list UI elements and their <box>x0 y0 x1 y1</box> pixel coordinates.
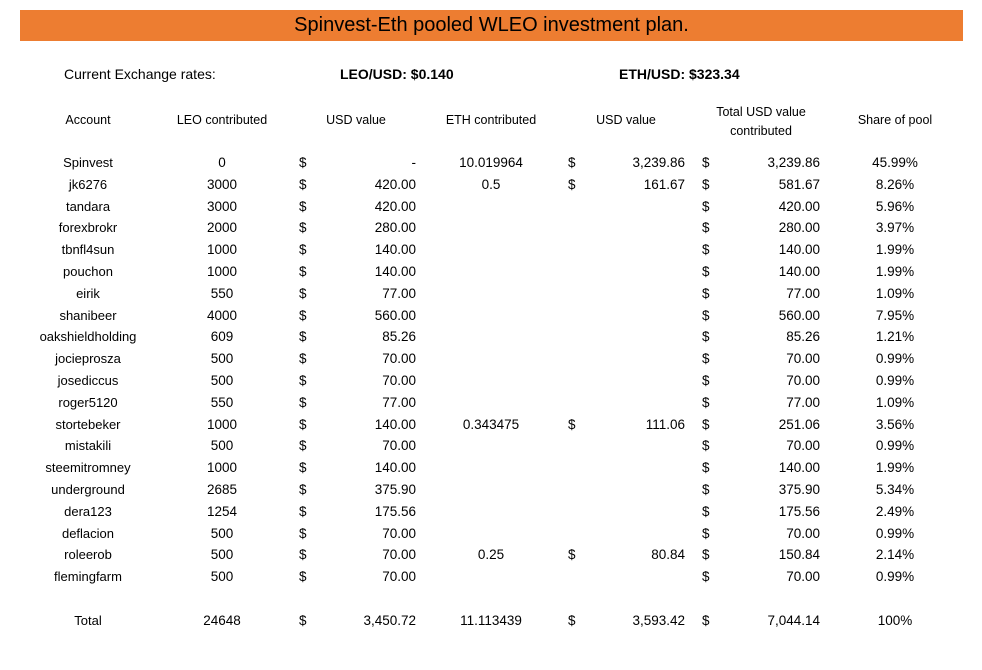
leo-contributed-cell: 1000 <box>206 460 238 476</box>
header-share-of-pool: Share of pool <box>857 113 933 127</box>
dollar-sign: $ <box>299 242 307 258</box>
table-row <box>0 479 982 501</box>
share-of-pool-cell: 1.99% <box>875 242 915 258</box>
eth-contributed-cell <box>440 392 542 414</box>
usd-value-leo-cell: 77.00 <box>382 394 416 410</box>
dollar-sign: $ <box>702 613 710 628</box>
page-title: Spinvest-Eth pooled WLEO investment plan. <box>294 14 689 36</box>
share-of-pool-cell: 1.99% <box>875 264 915 279</box>
dollar-sign: $ <box>702 547 710 563</box>
dollar-sign: $ <box>702 198 710 214</box>
dollar-sign: $ <box>568 613 576 628</box>
account-cell: flemingfarm <box>54 569 122 585</box>
account-cell: forexbrokr <box>58 220 118 236</box>
leo-contributed-cell: 1000 <box>206 264 238 279</box>
usd-value-eth-cell <box>585 392 685 414</box>
leo-contributed-cell: 3000 <box>206 198 238 214</box>
usd-value-eth-cell <box>585 457 685 479</box>
total-usd-cell: 70.00 <box>786 525 820 541</box>
total-usd-cell: 3,239.86 <box>767 155 820 170</box>
header-total-line1: Total USD value <box>716 105 806 119</box>
account-cell: dera123 <box>64 503 112 519</box>
usd-value-eth-cell <box>585 326 685 348</box>
eth-contributed-cell: 0.25 <box>477 547 505 563</box>
usd-value-leo-cell: 70.00 <box>382 438 416 454</box>
table-row <box>0 523 982 545</box>
usd-value-eth-cell <box>585 435 685 457</box>
usd-value-leo-cell: 3,450.72 <box>363 613 416 628</box>
share-of-pool-cell: 5.34% <box>875 482 915 497</box>
eth-contributed-cell: 0.343475 <box>462 416 520 432</box>
table-row <box>0 435 982 457</box>
leo-contributed-cell: 3000 <box>206 176 238 192</box>
usd-value-eth-cell <box>585 348 685 370</box>
dollar-sign: $ <box>702 264 710 279</box>
usd-value-eth-cell <box>585 239 685 261</box>
usd-value-leo-cell: 420.00 <box>374 198 416 214</box>
account-cell: jocieprosza <box>55 351 121 367</box>
total-usd-cell: 77.00 <box>786 285 820 301</box>
usd-value-leo-cell: 420.00 <box>374 176 416 192</box>
usd-value-leo-cell: 140.00 <box>374 460 416 476</box>
eth-contributed-cell <box>440 435 542 457</box>
eth-contributed-cell <box>440 348 542 370</box>
dollar-sign: $ <box>299 198 307 214</box>
usd-value-leo-cell: 70.00 <box>382 373 416 388</box>
usd-value-eth-cell: 3,593.42 <box>632 613 685 628</box>
account-cell: shanibeer <box>59 307 117 323</box>
dollar-sign: $ <box>702 416 710 432</box>
share-of-pool-cell: 100% <box>877 613 913 628</box>
eth-contributed-cell: 11.113439 <box>460 613 522 628</box>
share-of-pool-cell: 3.97% <box>875 220 915 236</box>
leo-contributed-cell: 24648 <box>203 613 241 628</box>
usd-value-leo-cell: 70.00 <box>382 525 416 541</box>
usd-value-eth-cell <box>585 501 685 523</box>
header-total-usd <box>695 103 827 141</box>
share-of-pool-cell: 7.95% <box>875 307 915 323</box>
total-usd-cell: 251.06 <box>778 416 820 432</box>
share-of-pool-cell: 0.99% <box>875 525 915 541</box>
share-of-pool-cell: 0.99% <box>875 438 915 454</box>
dollar-sign: $ <box>299 176 307 192</box>
table-row <box>0 501 982 523</box>
dollar-sign: $ <box>299 307 307 323</box>
usd-value-leo-cell: 70.00 <box>382 351 416 367</box>
dollar-sign: $ <box>299 525 307 541</box>
dollar-sign: $ <box>299 547 307 563</box>
leo-contributed-cell: 2685 <box>206 482 238 497</box>
account-cell: steemitromney <box>45 460 131 476</box>
eth-contributed-cell: 10.019964 <box>459 155 523 170</box>
eth-contributed-cell <box>440 501 542 523</box>
table-row <box>0 457 982 479</box>
usd-value-eth-cell: 3,239.86 <box>632 155 685 170</box>
table-row <box>0 414 982 436</box>
dollar-sign: $ <box>702 351 710 367</box>
share-of-pool-cell: 1.21% <box>875 329 915 345</box>
usd-value-eth-cell <box>585 479 685 501</box>
account-cell: eirik <box>76 285 100 301</box>
dollar-sign: $ <box>702 329 710 345</box>
account-cell: tbnfl4sun <box>61 242 115 258</box>
table-row <box>0 152 982 174</box>
dollar-sign: $ <box>702 220 710 236</box>
share-of-pool-cell: 1.09% <box>875 394 915 410</box>
usd-value-eth-cell: 111.06 <box>645 416 685 432</box>
dollar-sign: $ <box>702 242 710 258</box>
account-cell: tandara <box>65 198 111 214</box>
dollar-sign: $ <box>299 416 307 432</box>
leo-contributed-cell: 0 <box>218 155 226 170</box>
eth-usd-rate: ETH/USD: $323.34 <box>619 66 740 82</box>
total-usd-cell: 375.90 <box>778 482 820 497</box>
dollar-sign: $ <box>702 438 710 454</box>
leo-contributed-cell: 500 <box>210 438 234 454</box>
table-row <box>0 217 982 239</box>
leo-contributed-cell: 1000 <box>206 416 238 432</box>
leo-contributed-cell: 500 <box>210 373 234 388</box>
usd-value-eth-cell <box>585 261 685 283</box>
account-cell: deflacion <box>61 525 115 541</box>
total-usd-cell: 70.00 <box>786 569 820 585</box>
usd-value-leo-cell: 140.00 <box>374 242 416 258</box>
dollar-sign: $ <box>299 329 307 345</box>
header-total-line2: contributed <box>730 124 792 138</box>
share-of-pool-cell: 3.56% <box>875 416 915 432</box>
dollar-sign: $ <box>299 285 307 301</box>
usd-value-leo-cell: 280.00 <box>374 220 416 236</box>
share-of-pool-cell: 2.14% <box>875 547 915 563</box>
eth-contributed-cell <box>440 239 542 261</box>
table-row <box>0 196 982 218</box>
dollar-sign: $ <box>568 547 576 563</box>
total-usd-cell: 150.84 <box>778 547 820 563</box>
account-cell: jk6276 <box>68 176 108 192</box>
usd-value-eth-cell <box>585 196 685 218</box>
dollar-sign: $ <box>299 503 307 519</box>
share-of-pool-cell: 0.99% <box>875 351 915 367</box>
table-row <box>0 348 982 370</box>
eth-contributed-cell <box>440 283 542 305</box>
total-usd-cell: 77.00 <box>786 394 820 410</box>
dollar-sign: $ <box>568 416 576 432</box>
usd-value-leo-cell: - <box>411 155 416 170</box>
total-usd-cell: 420.00 <box>778 198 820 214</box>
table-row <box>0 283 982 305</box>
eth-contributed-cell <box>440 479 542 501</box>
total-usd-cell: 581.67 <box>778 176 820 192</box>
share-of-pool-cell: 1.99% <box>875 460 915 476</box>
leo-contributed-cell: 609 <box>210 329 234 345</box>
leo-usd-rate: LEO/USD: $0.140 <box>340 66 454 82</box>
table-row <box>0 261 982 283</box>
account-cell: Total <box>74 613 102 628</box>
dollar-sign: $ <box>299 155 307 170</box>
usd-value-eth-cell: 161.67 <box>643 176 685 192</box>
account-cell: pouchon <box>63 264 113 279</box>
share-of-pool-cell: 45.99% <box>872 155 918 170</box>
dollar-sign: $ <box>702 373 710 388</box>
account-cell: stortebeker <box>55 416 121 432</box>
eth-contributed-cell <box>440 370 542 392</box>
dollar-sign: $ <box>702 460 710 476</box>
account-cell: mistakili <box>64 438 112 454</box>
share-of-pool-cell: 5.96% <box>875 198 915 214</box>
leo-contributed-cell: 550 <box>210 285 234 301</box>
eth-contributed-cell <box>440 217 542 239</box>
total-usd-cell: 70.00 <box>786 373 820 388</box>
share-of-pool-cell: 8.26% <box>875 176 915 192</box>
usd-value-eth-cell <box>585 283 685 305</box>
total-usd-cell: 70.00 <box>786 438 820 454</box>
usd-value-leo-cell: 70.00 <box>382 547 416 563</box>
leo-contributed-cell: 1000 <box>206 242 238 258</box>
total-usd-cell: 560.00 <box>778 307 820 323</box>
eth-contributed-cell <box>440 305 542 327</box>
usd-value-eth-cell <box>585 523 685 545</box>
dollar-sign: $ <box>299 460 307 476</box>
leo-contributed-cell: 500 <box>210 547 234 563</box>
usd-value-eth-cell <box>585 370 685 392</box>
exchange-rates-label: Current Exchange rates: <box>64 66 216 82</box>
dollar-sign: $ <box>702 285 710 301</box>
dollar-sign: $ <box>299 569 307 585</box>
dollar-sign: $ <box>299 482 307 497</box>
table-row <box>0 326 982 348</box>
total-usd-cell: 7,044.14 <box>767 613 820 628</box>
dollar-sign: $ <box>702 394 710 410</box>
dollar-sign: $ <box>702 569 710 585</box>
title-banner <box>20 10 963 41</box>
account-cell: Spinvest <box>63 155 113 170</box>
dollar-sign: $ <box>299 351 307 367</box>
account-cell: oakshieldholding <box>39 329 137 345</box>
total-usd-cell: 140.00 <box>778 242 820 258</box>
dollar-sign: $ <box>702 503 710 519</box>
dollar-sign: $ <box>702 525 710 541</box>
usd-value-leo-cell: 560.00 <box>374 307 416 323</box>
usd-value-eth-cell <box>585 305 685 327</box>
eth-contributed-cell <box>440 523 542 545</box>
eth-contributed-cell <box>440 326 542 348</box>
share-of-pool-cell: 2.49% <box>875 503 915 519</box>
header-eth-contributed: ETH contributed <box>445 113 537 127</box>
total-usd-cell: 140.00 <box>778 264 820 279</box>
dollar-sign: $ <box>702 176 710 192</box>
eth-contributed-cell <box>440 196 542 218</box>
leo-contributed-cell: 4000 <box>206 307 238 323</box>
dollar-sign: $ <box>702 155 710 170</box>
dollar-sign: $ <box>568 176 576 192</box>
table-row <box>0 392 982 414</box>
dollar-sign: $ <box>299 220 307 236</box>
dollar-sign: $ <box>299 438 307 454</box>
usd-value-leo-cell: 175.56 <box>374 503 416 519</box>
table-row <box>0 566 982 588</box>
leo-contributed-cell: 2000 <box>206 220 238 236</box>
usd-value-leo-cell: 375.90 <box>374 482 416 497</box>
usd-value-leo-cell: 77.00 <box>382 285 416 301</box>
dollar-sign: $ <box>568 155 576 170</box>
eth-contributed-cell <box>440 457 542 479</box>
leo-contributed-cell: 500 <box>210 525 234 541</box>
usd-value-leo-cell: 140.00 <box>374 416 416 432</box>
share-of-pool-cell: 0.99% <box>875 569 915 585</box>
account-cell: roleerob <box>64 547 112 563</box>
dollar-sign: $ <box>299 613 307 628</box>
total-usd-cell: 140.00 <box>778 460 820 476</box>
usd-value-eth-cell <box>585 217 685 239</box>
eth-contributed-cell <box>440 566 542 588</box>
total-usd-cell: 280.00 <box>778 220 820 236</box>
dollar-sign: $ <box>299 373 307 388</box>
usd-value-leo-cell: 85.26 <box>382 329 416 345</box>
leo-contributed-cell: 550 <box>210 394 234 410</box>
table-row <box>0 370 982 392</box>
total-usd-cell: 85.26 <box>786 329 820 345</box>
dollar-sign: $ <box>702 482 710 497</box>
share-of-pool-cell: 0.99% <box>875 373 915 388</box>
dollar-sign: $ <box>299 264 307 279</box>
dollar-sign: $ <box>702 307 710 323</box>
dollar-sign: $ <box>299 394 307 410</box>
header-usd-value-leo: USD value <box>326 113 386 127</box>
usd-value-leo-cell: 140.00 <box>374 264 416 279</box>
account-cell: underground <box>51 482 125 497</box>
header-account: Account <box>65 113 111 127</box>
leo-contributed-cell: 500 <box>210 351 234 367</box>
share-of-pool-cell: 1.09% <box>875 285 915 301</box>
account-cell: roger5120 <box>58 394 118 410</box>
leo-contributed-cell: 500 <box>210 569 234 585</box>
total-usd-cell: 70.00 <box>786 351 820 367</box>
totals-row <box>0 610 982 632</box>
table-row <box>0 544 982 566</box>
eth-contributed-cell <box>440 261 542 283</box>
header-usd-value-eth: USD value <box>596 113 656 127</box>
table-row <box>0 174 982 196</box>
leo-contributed-cell: 1254 <box>206 503 238 519</box>
table-row <box>0 305 982 327</box>
total-usd-cell: 175.56 <box>778 503 820 519</box>
header-leo-contributed: LEO contributed <box>176 113 268 127</box>
table-row <box>0 239 982 261</box>
account-cell: josediccus <box>57 373 119 388</box>
usd-value-eth-cell: 80.84 <box>651 547 685 563</box>
eth-contributed-cell: 0.5 <box>481 176 501 192</box>
usd-value-leo-cell: 70.00 <box>382 569 416 585</box>
usd-value-eth-cell <box>585 566 685 588</box>
